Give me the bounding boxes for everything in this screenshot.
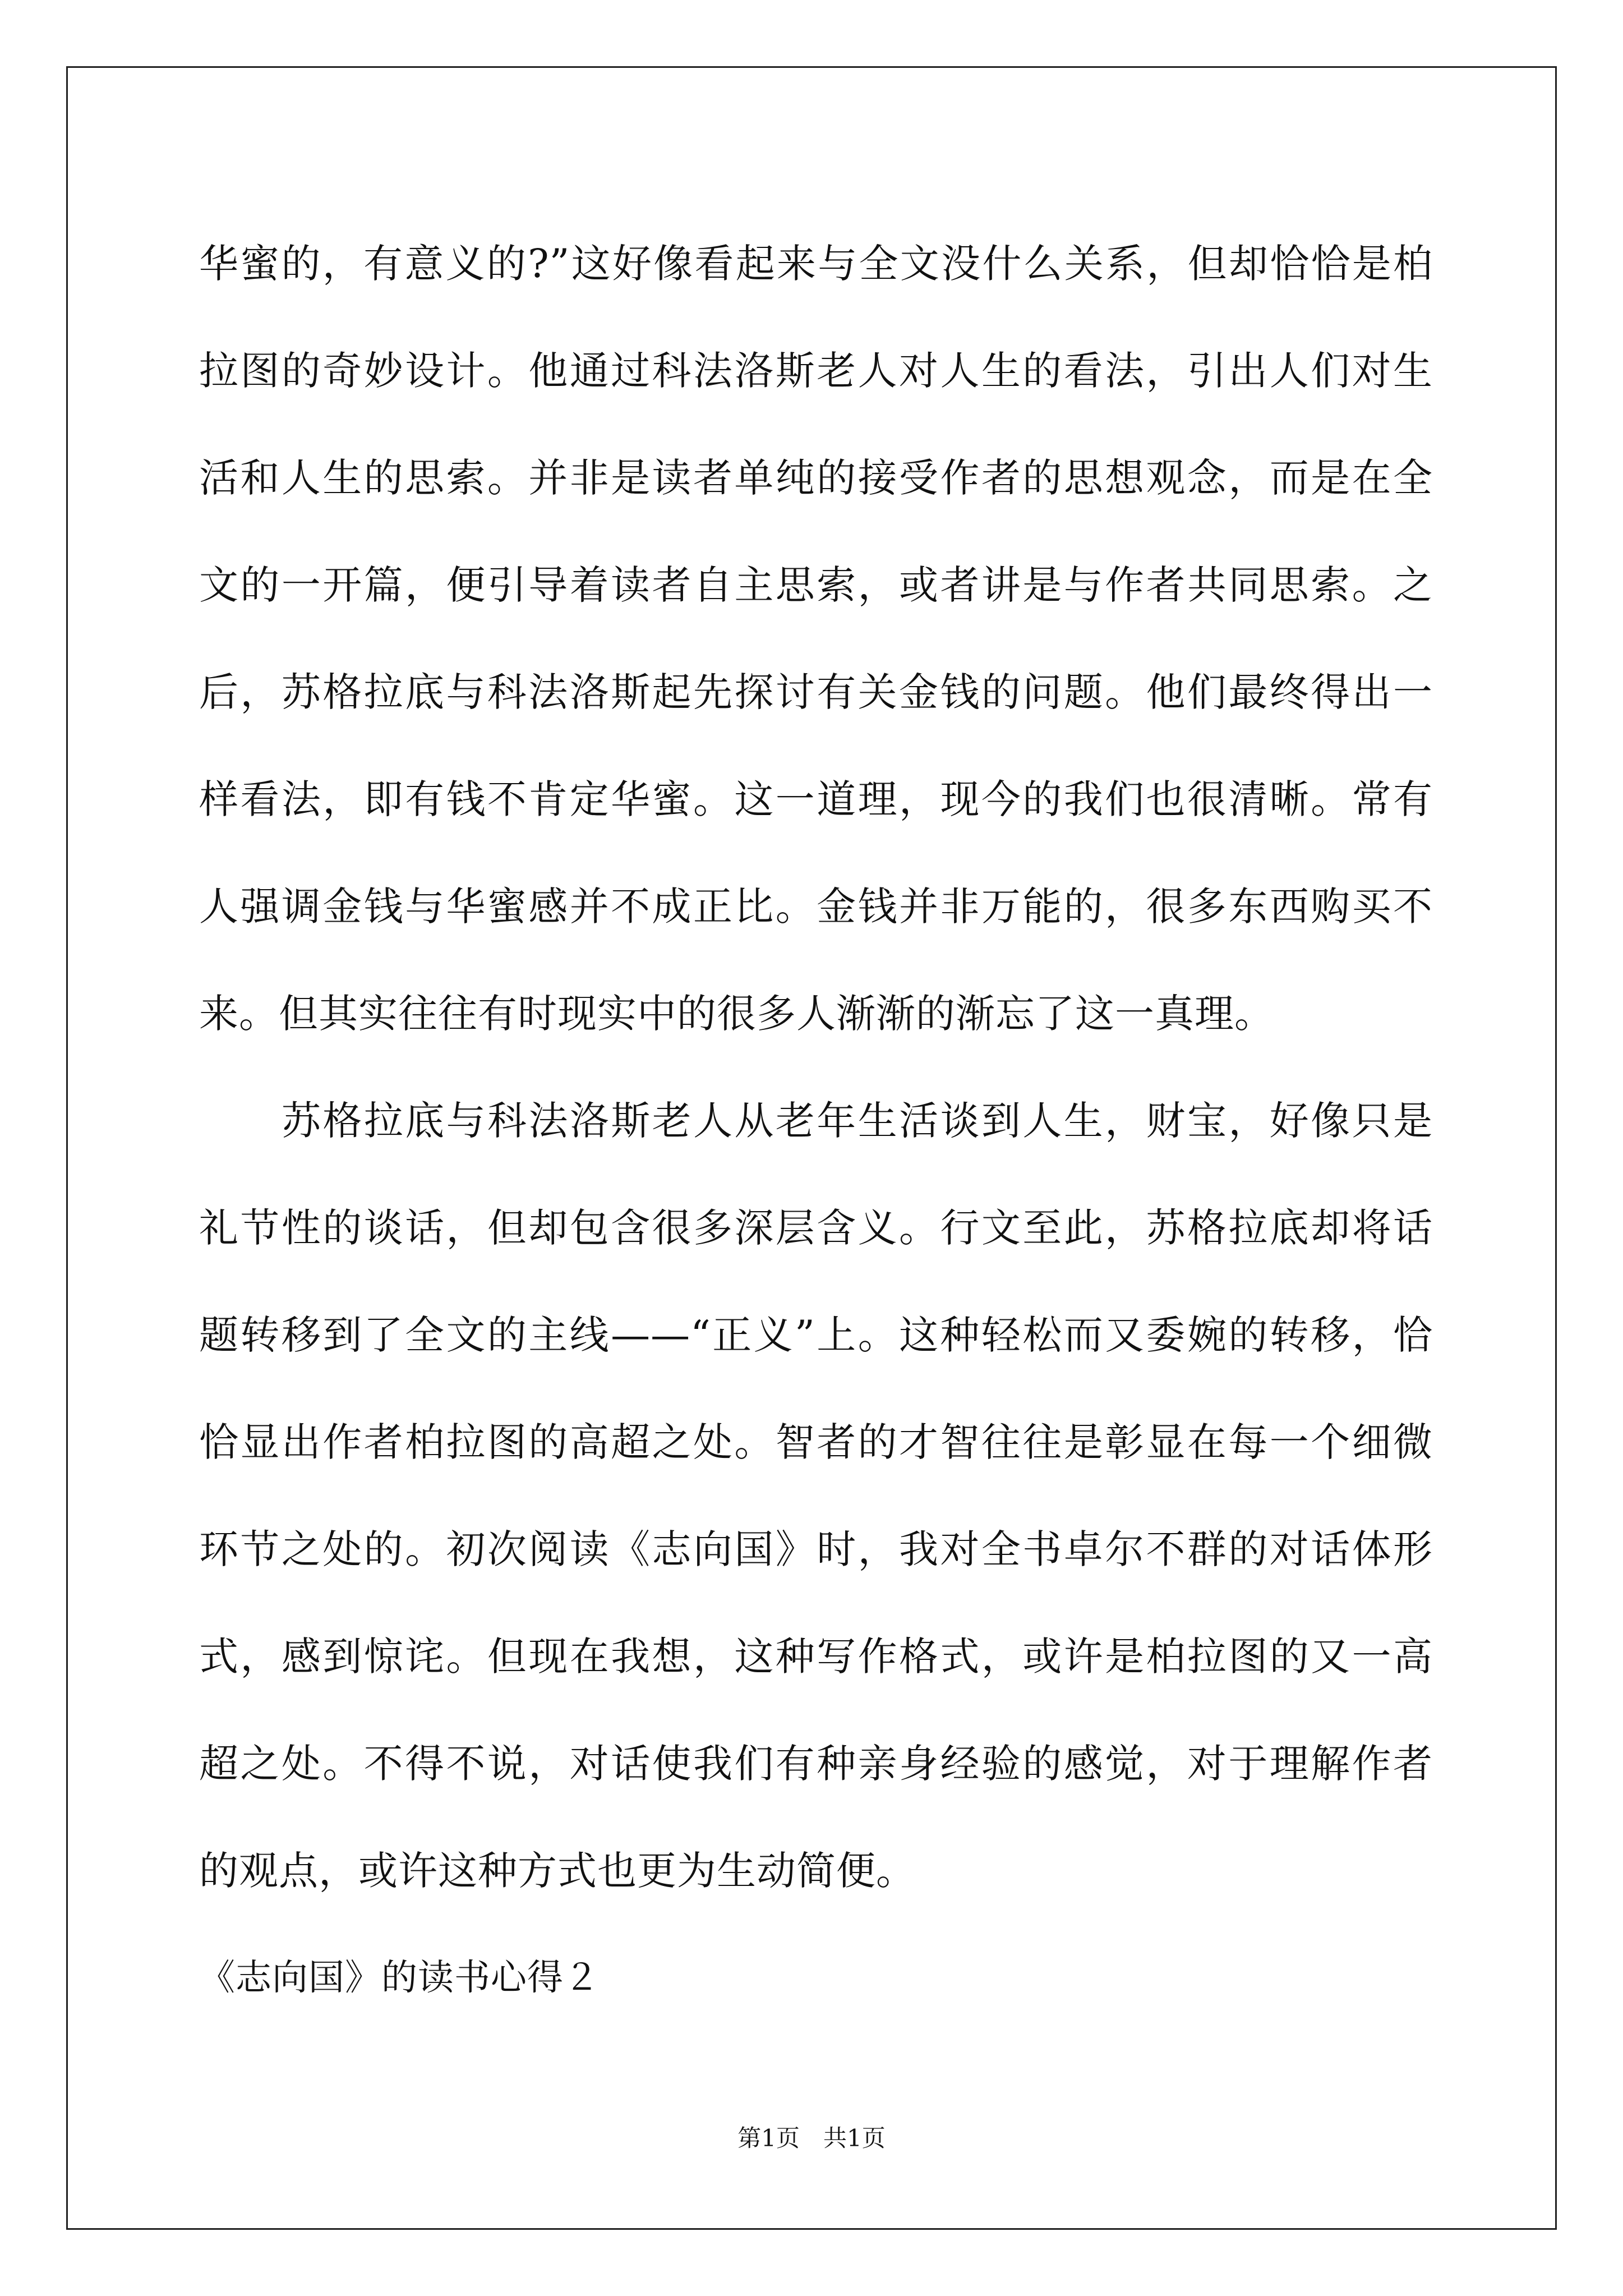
paragraph-1: 华蜜的，有意义的?”这好像看起来与全文没什么关系，但却恰恰是柏拉图的奇妙设计。他通过科法洛斯老人对人生的看法，引出人们对生活和人生的思索。并非是读者单纯的接受作者的思想观念，而是在全文的一开篇，便引导着读者自主思索，或者讲是与作者共同思索。之后，苏格拉底与科法洛斯起先探讨有关金钱的问题。他们最终得出一样看法，即有钱不肯定华蜜。这一道理，现今的我们也很清晰。常有人强调金钱与华蜜感并不成正比。金钱并非万能的，很多东西购买不来。但其实往往有时现实中的很多人渐渐的渐忘了这一真理。 <box>199 241 1433 1037</box>
document-body <box>199 210 1433 2032</box>
paragraph-2: 苏格拉底与科法洛斯老人从老年生活谈到人生，财宝，好像只是礼节性的谈话，但却包含很多深层含义。行文至此，苏格拉底却将话题转移到了全文的主线——“正义”上。这种轻松而又委婉的转移，恰恰显出作者柏拉图的高超之处。智者的才智往往是彰显在每一个细微环节之处的。初次阅读《志向国》时，我对全书卓尔不群的对话体形式，感到惊诧。但现在我想，这种写作格式，或许是柏拉图的又一高超之处。不得不说，对话使我们有种亲身经验的感觉，对于理解作者的观点，或许这种方式也更为生动简便。 <box>199 1098 1433 1894</box>
section-title: 《志向国》的读书心得２ <box>199 1957 600 1999</box>
page-footer: 第1页 共1页 <box>737 2124 886 2152</box>
